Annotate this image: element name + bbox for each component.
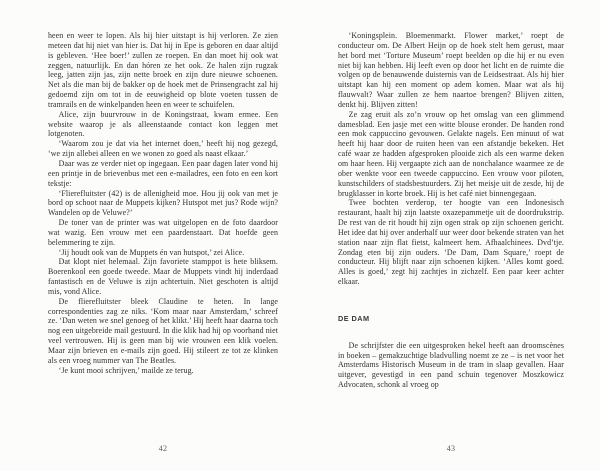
- paragraph: ‘Waarom zou je dat via het internet doen,’ heeft hij nog gezegd, ‘we zijn allebei alleen en we wonen zo goed als naast elkaar.’: [48, 139, 278, 159]
- page-number-left: 42: [158, 444, 168, 454]
- paragraph: ‘Koningsplein. Bloemenmarkt. Flower market,’ roept de conducteur om. De Albert Heijn op de hoek stelt hem gerust, maar het bord met ‘Torture Museum’ roept beelden op die hij er nu even niet bij kan hebben. Hij leeft even op door het licht en de ruimte die volgen op de benauwende duisternis van de Leidsestraat. Als hij hier uitstapt kan hij een moment op adem komen. Maar wat als hij flauwvalt? Waar zullen ze hem naartoe brengen? Blijven zitten, denkt hij. Blijven zitten!: [338, 31, 564, 109]
- paragraph: Daar was ze verder niet op ingegaan. Een paar dagen later vond hij een printje in de brievenbus met een e-mailadres, een foto en een kort tekstje:: [48, 158, 278, 188]
- paragraph: heen en weer te lopen. Als hij hier uitstapt is hij verloren. Ze zien meteen dat hij niet van hier is. Dat hij in Epe is geboren en daar altijd is gebleven. ‘Hee boer!’ zullen ze roepen. En dan moet hij ook wat zeggen, natuurlijk. En dan hóren ze het ook. Ze halen zijn rugzak leeg, jatten zijn jas, zijn nette broek en zijn dure nieuwe schoenen. Net als die man bij de bakker op de hoek met de Prinsengracht zal hij gedoemd zijn om tot in de eeuwigheid op blote voeten tussen de tramrails en de winkelpanden heen en weer te schuifelen.: [48, 31, 278, 109]
- paragraph: Alice, zijn buurvrouw in de Koningstraat, kwam ermee. Een website waarop je als alleenstaande contact kon leggen met lotgenoten.: [48, 109, 278, 139]
- paragraph: De toner van de printer was wat uitgelopen en de foto daardoor wat wazig. Een vrouw met een paardenstaart. Dat hoefde geen belemmering te zijn.: [48, 218, 278, 247]
- page-number-right: 43: [446, 444, 456, 454]
- paragraph: ‘Je kunt mooi schrijven,’ mailde ze terug.: [58, 365, 194, 375]
- paragraph: De schrijfster die een uitgesproken hekel heeft aan droomscènes in boeken – gemakzuchtige bladvulling noemt ze ze – is net voor het Amsterdams Historisch Museum in de tram in slaap gevallen. Haar uitgever, gevestigd in een pand schuin tegenover Moszkowicz Advocaten, schonk al vroeg op: [338, 340, 564, 390]
- paragraph: Twee bochten verderop, ter hoogte van een Indonesisch restaurant, haalt hij zijn laatste oxazepammetje uit de doordrukstrip. De rest van de rit houdt hij zijn ogen strak op zijn schoenen gericht. Het idee dat hij over anderhalf uur weer door bekende straten van het station naar zijn flat fietst, kalmeert hem. Afhaalchinees. Dvd’tje. Zondag eten bij zijn ouders. ‘De Dam, Dam Square,’ roept de conducteur. Hij blijft naar zijn schoenen kijken. ‘Alles komt goed. Alles is goed,’ zegt hij zachtjes in zichzelf. Een paar keer achter elkaar.: [338, 198, 564, 287]
- page-right: [338, 31, 564, 471]
- paragraph: Ze zag eruit als zo’n vrouw op het omslag van een glimmend damesblad. Een jasje met een witte blouse eronder. De handen rond een mok cappuccino gevouwen. Gelakte nagels. Een minuut of wat heeft hij haar door de ruiten heen van een afstandje bekeken. Het café waar ze hadden afgesproken plooide zich als een warme deken om haar heen. Hij vergaapte zich aan de nonchalance waarmee ze de ober wenkte voor een tweede cappuccino. Een vrouw voor piloten, kunstschilders of stadsbestuurders. Zij het meisje uit de zesde, hij de brugklasser in korte broek. Hij is het café niet binnengegaan.: [338, 109, 564, 198]
- page-left: [48, 31, 278, 471]
- paragraph: De flierefluitster bleek Claudine te heten. In lange correspondenties zag ze niks. ‘Kom maar naar Amsterdam,’ schreef ze. ‘Dan weten we snel genoeg of het klikt.’ Hij heeft haar daarna toch nog een uitgebreide mail gestuurd. In die klik had hij op voorhand niet veel vertrouwen. Hij is geen man bij wie vrouwen een klik voelen. Maar zijn brieven en e-mails zijn goed. Hij stileert ze tot ze klinken als een vroeg nummer van The Beatles.: [48, 296, 278, 365]
- paragraph: ‘Flierefluitster (42) is de allenigheid moe. Hou jij ook van met je bord op schoot naar de Muppets kijken? Hutspot met jus? Rode wijn? Wandelen op de Veluwe?’: [48, 188, 278, 218]
- paragraph: Dat klopt niet helemaal. Zijn favoriete stamppot is hete bliksem. Boerenkool een goede tweede. Maar de Muppets vindt hij inderdaad fantastisch en de Veluwe is zijn achtertuin. Niet geschoten is altijd mis, vond Alice.: [48, 257, 278, 296]
- paragraph: ‘Jij houdt ook van de Muppets én van hutspot,’ zei Alice.: [58, 247, 245, 257]
- section-heading: DE DAM: [338, 313, 370, 323]
